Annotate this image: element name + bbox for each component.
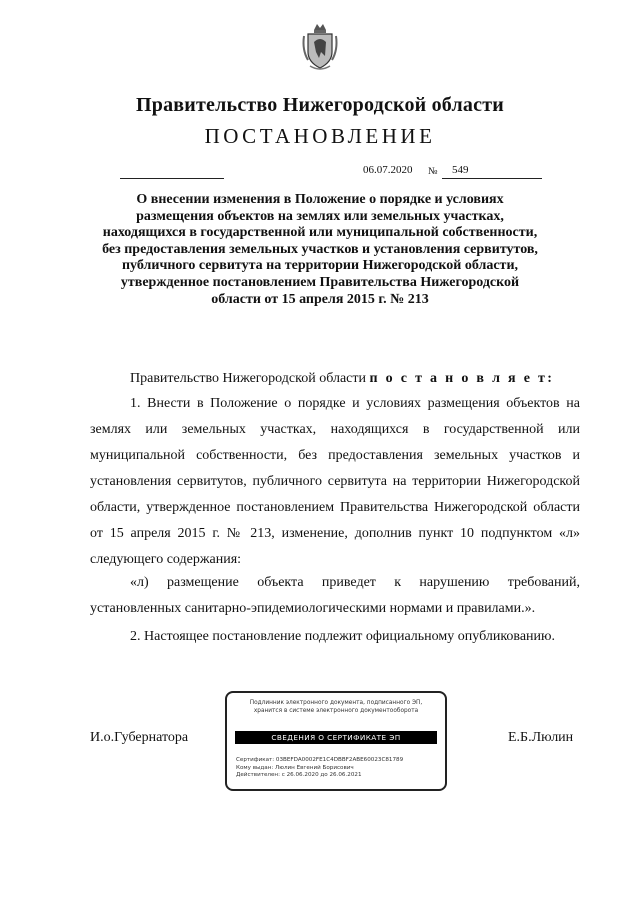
paragraph-1: 1. Внести в Положение о порядке и условиях размещения объектов на землях или земельных участках, находящихся в государственной или муниципальной собственности, без предоставления земельных участков и установления сервитутов, публичного сервитута на территории Нижегородской области, утвержденное постановлением Правительства Нижегородской области от 15 апреля 2015 г. № 213, изменение, дополнив пункт 10 подпунктом «л» следующего содержания: xyxy=(90,396,580,567)
number-underline xyxy=(442,178,542,179)
government-title: Правительство Нижегородской области xyxy=(136,94,504,116)
document-type: ПОСТАНОВЛЕНИЕ xyxy=(204,124,436,148)
document-date: 06.07.2020 xyxy=(363,164,413,176)
date-blank-line xyxy=(120,178,224,179)
certificate-validity: Действителен: с 26.06.2020 до 26.06.2021 xyxy=(236,772,362,779)
decree-lead: Правительство Нижегородской области xyxy=(130,371,366,386)
document-subject: О внесении изменения в Положение о порядке и условиях размещения объектов на землях или земельных участках, находящихся в государственной или муниципальной собственности, без предоставления земельных участков и установления сервитутов, публичного сервитута на территории Нижегородской области, утвержденное постановлением Правительства Нижегородской области от 15 апреля 2015 г. № 213 xyxy=(102,192,538,307)
stamp-header xyxy=(227,699,445,715)
decree-line xyxy=(90,366,580,392)
stamp-header-line-2: хранится в системе электронного документооборота xyxy=(253,708,419,714)
certificate-id: Сертификат: 03BEFDA0002FE1C4DBBF2ABE60023C81789 xyxy=(236,757,404,763)
certificate-owner: Кому выдан: Люлин Евгений Борисович xyxy=(236,764,354,771)
stamp-header-line-1: Подлинник электронного документа, подписанного ЭП, xyxy=(249,700,423,706)
document-number: 549 xyxy=(452,164,469,176)
decree-word: п о с т а н о в л я е т: xyxy=(369,371,555,386)
signatory-name: Е.Б.Люлин xyxy=(508,730,574,745)
number-sign: № xyxy=(428,166,438,177)
certificate-info-bar: СВЕДЕНИЯ О СЕРТИФИКАТЕ ЭП xyxy=(235,731,437,744)
paragraph-2: 2. Настоящее постановление подлежит официальному опубликованию. xyxy=(130,629,555,644)
electronic-signature-stamp xyxy=(225,691,447,791)
certificate-details xyxy=(236,757,403,780)
paragraph-quote: «л) размещение объекта приведет к нарушению требований, установленных санитарно-эпидемиологическими нормами и правилами.». xyxy=(90,575,580,616)
coat-of-arms-icon xyxy=(300,20,340,72)
signatory-position: И.о.Губернатора xyxy=(90,730,189,745)
